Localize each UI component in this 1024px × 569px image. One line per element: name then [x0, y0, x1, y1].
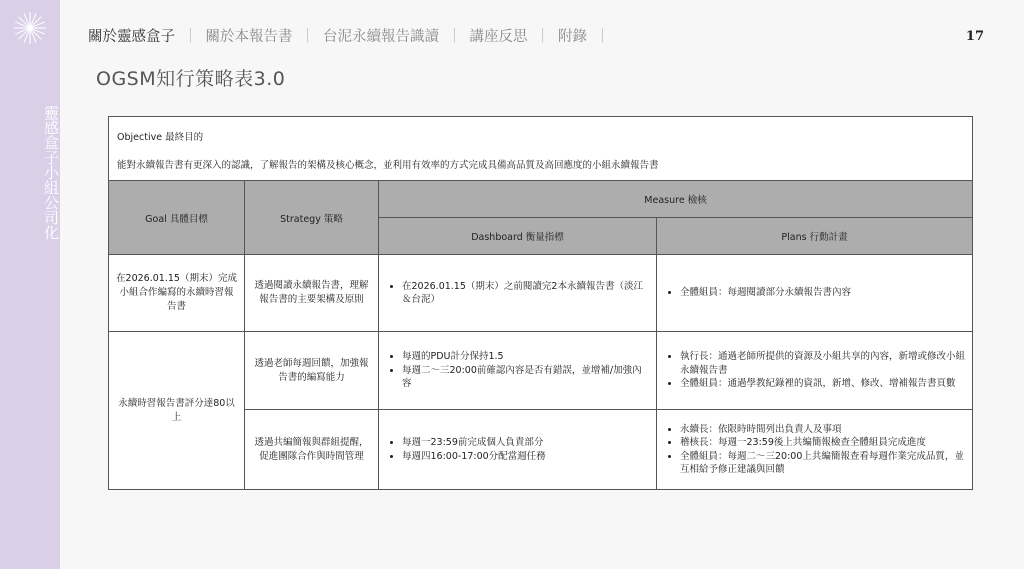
- plans-cell-1: [657, 255, 973, 332]
- starburst-icon: [13, 11, 47, 45]
- objective-label: Objective 最終目的: [117, 132, 204, 143]
- nav-separator: ｜: [595, 28, 610, 45]
- nav-separator: ｜: [183, 28, 198, 45]
- measure-header: Measure 檢核: [379, 181, 973, 218]
- top-navigation: [88, 24, 618, 46]
- nav-separator: ｜: [535, 28, 550, 45]
- ogsm-table: [108, 116, 973, 490]
- strategy-cell-3: 透過共編簡報與群組提醒，促進團隊合作與時間管理: [245, 410, 379, 490]
- plan-item: • 稽核長：每週一23:59後上共編簡報檢查全體組員完成進度: [680, 436, 966, 450]
- goal-cell-1: 在2026.01.15（期末）完成小組合作編寫的永續時習報告書: [109, 255, 245, 332]
- page-number: 17: [965, 29, 984, 44]
- objective-cell: [109, 117, 973, 181]
- goal-cell-2: 永續時習報告書評分達80以上: [109, 332, 245, 490]
- dashboard-item: • 每週二～三20:00前確認內容是否有錯誤，並增補/加強內容: [402, 364, 650, 391]
- objective-text: 能對永續報告書有更深入的認識，了解報告的架構及核心概念，並利用有效率的方式完成具備高品質及高回應度的小組永續報告書: [117, 160, 659, 171]
- plan-item: • 執行長：通過老師所提供的資源及小組共享的內容，新增或修改小組永續報告書: [680, 350, 966, 377]
- dashboard-cell-2: [379, 332, 657, 410]
- dashboard-item: • 每週四16:00-17:00分配當週任務: [402, 450, 650, 464]
- nav-item-tcc-report-literacy[interactable]: 台泥永續報告識讀: [323, 28, 439, 45]
- dashboard-item: • 在2026.01.15（期末）之前閱讀完2本永續報告書（淡江＆台泥）: [402, 280, 650, 307]
- nav-item-appendix[interactable]: 附錄: [558, 28, 587, 45]
- ogsm-table-card: [108, 116, 972, 489]
- strategy-cell-1: 透過閱讀永續報告書，理解報告書的主要架構及原則: [245, 255, 379, 332]
- plans-header: Plans 行動計畫: [657, 218, 973, 255]
- page-title: OGSM知行策略表3.0: [96, 68, 286, 90]
- dashboard-item: • 每週一23:59前完成個人負責部分: [402, 436, 650, 450]
- plan-item: • 全體組員：每週閱讀部分永續報告書內容: [680, 286, 966, 300]
- goal-header: Goal 具體目標: [109, 181, 245, 255]
- sidebar-title: 靈感盒子小組公司化: [42, 104, 60, 240]
- sidebar: [0, 0, 60, 569]
- dashboard-item: • 每週的PDU計分保持1.5: [402, 350, 650, 364]
- plan-item: • 永續長：依限時時間列出負責人及事項: [680, 423, 966, 437]
- plans-cell-2: [657, 332, 973, 410]
- nav-item-lecture-reflection[interactable]: 講座反思: [469, 28, 528, 45]
- strategy-cell-2: 透過老師每週回饋，加強報告書的編寫能力: [245, 332, 379, 410]
- dashboard-cell-3: [379, 410, 657, 490]
- plans-cell-3: [657, 410, 973, 490]
- nav-separator: ｜: [447, 28, 462, 45]
- plan-item: • 全體組員：通過學教紀錄裡的資訊，新增、修改、增補報告書頁數: [680, 377, 966, 391]
- dashboard-header: Dashboard 衡量指標: [379, 218, 657, 255]
- nav-item-about-inspiration-box[interactable]: 關於靈感盒子: [88, 28, 175, 45]
- dashboard-cell-1: [379, 255, 657, 332]
- plan-item: • 全體組員：每週二～三20:00上共編簡報查看每週作業完成品質，並互相給予修正建議與回饋: [680, 450, 966, 477]
- nav-separator: ｜: [300, 28, 315, 45]
- nav-item-about-report[interactable]: 關於本報告書: [205, 28, 293, 45]
- strategy-header: Strategy 策略: [245, 181, 379, 255]
